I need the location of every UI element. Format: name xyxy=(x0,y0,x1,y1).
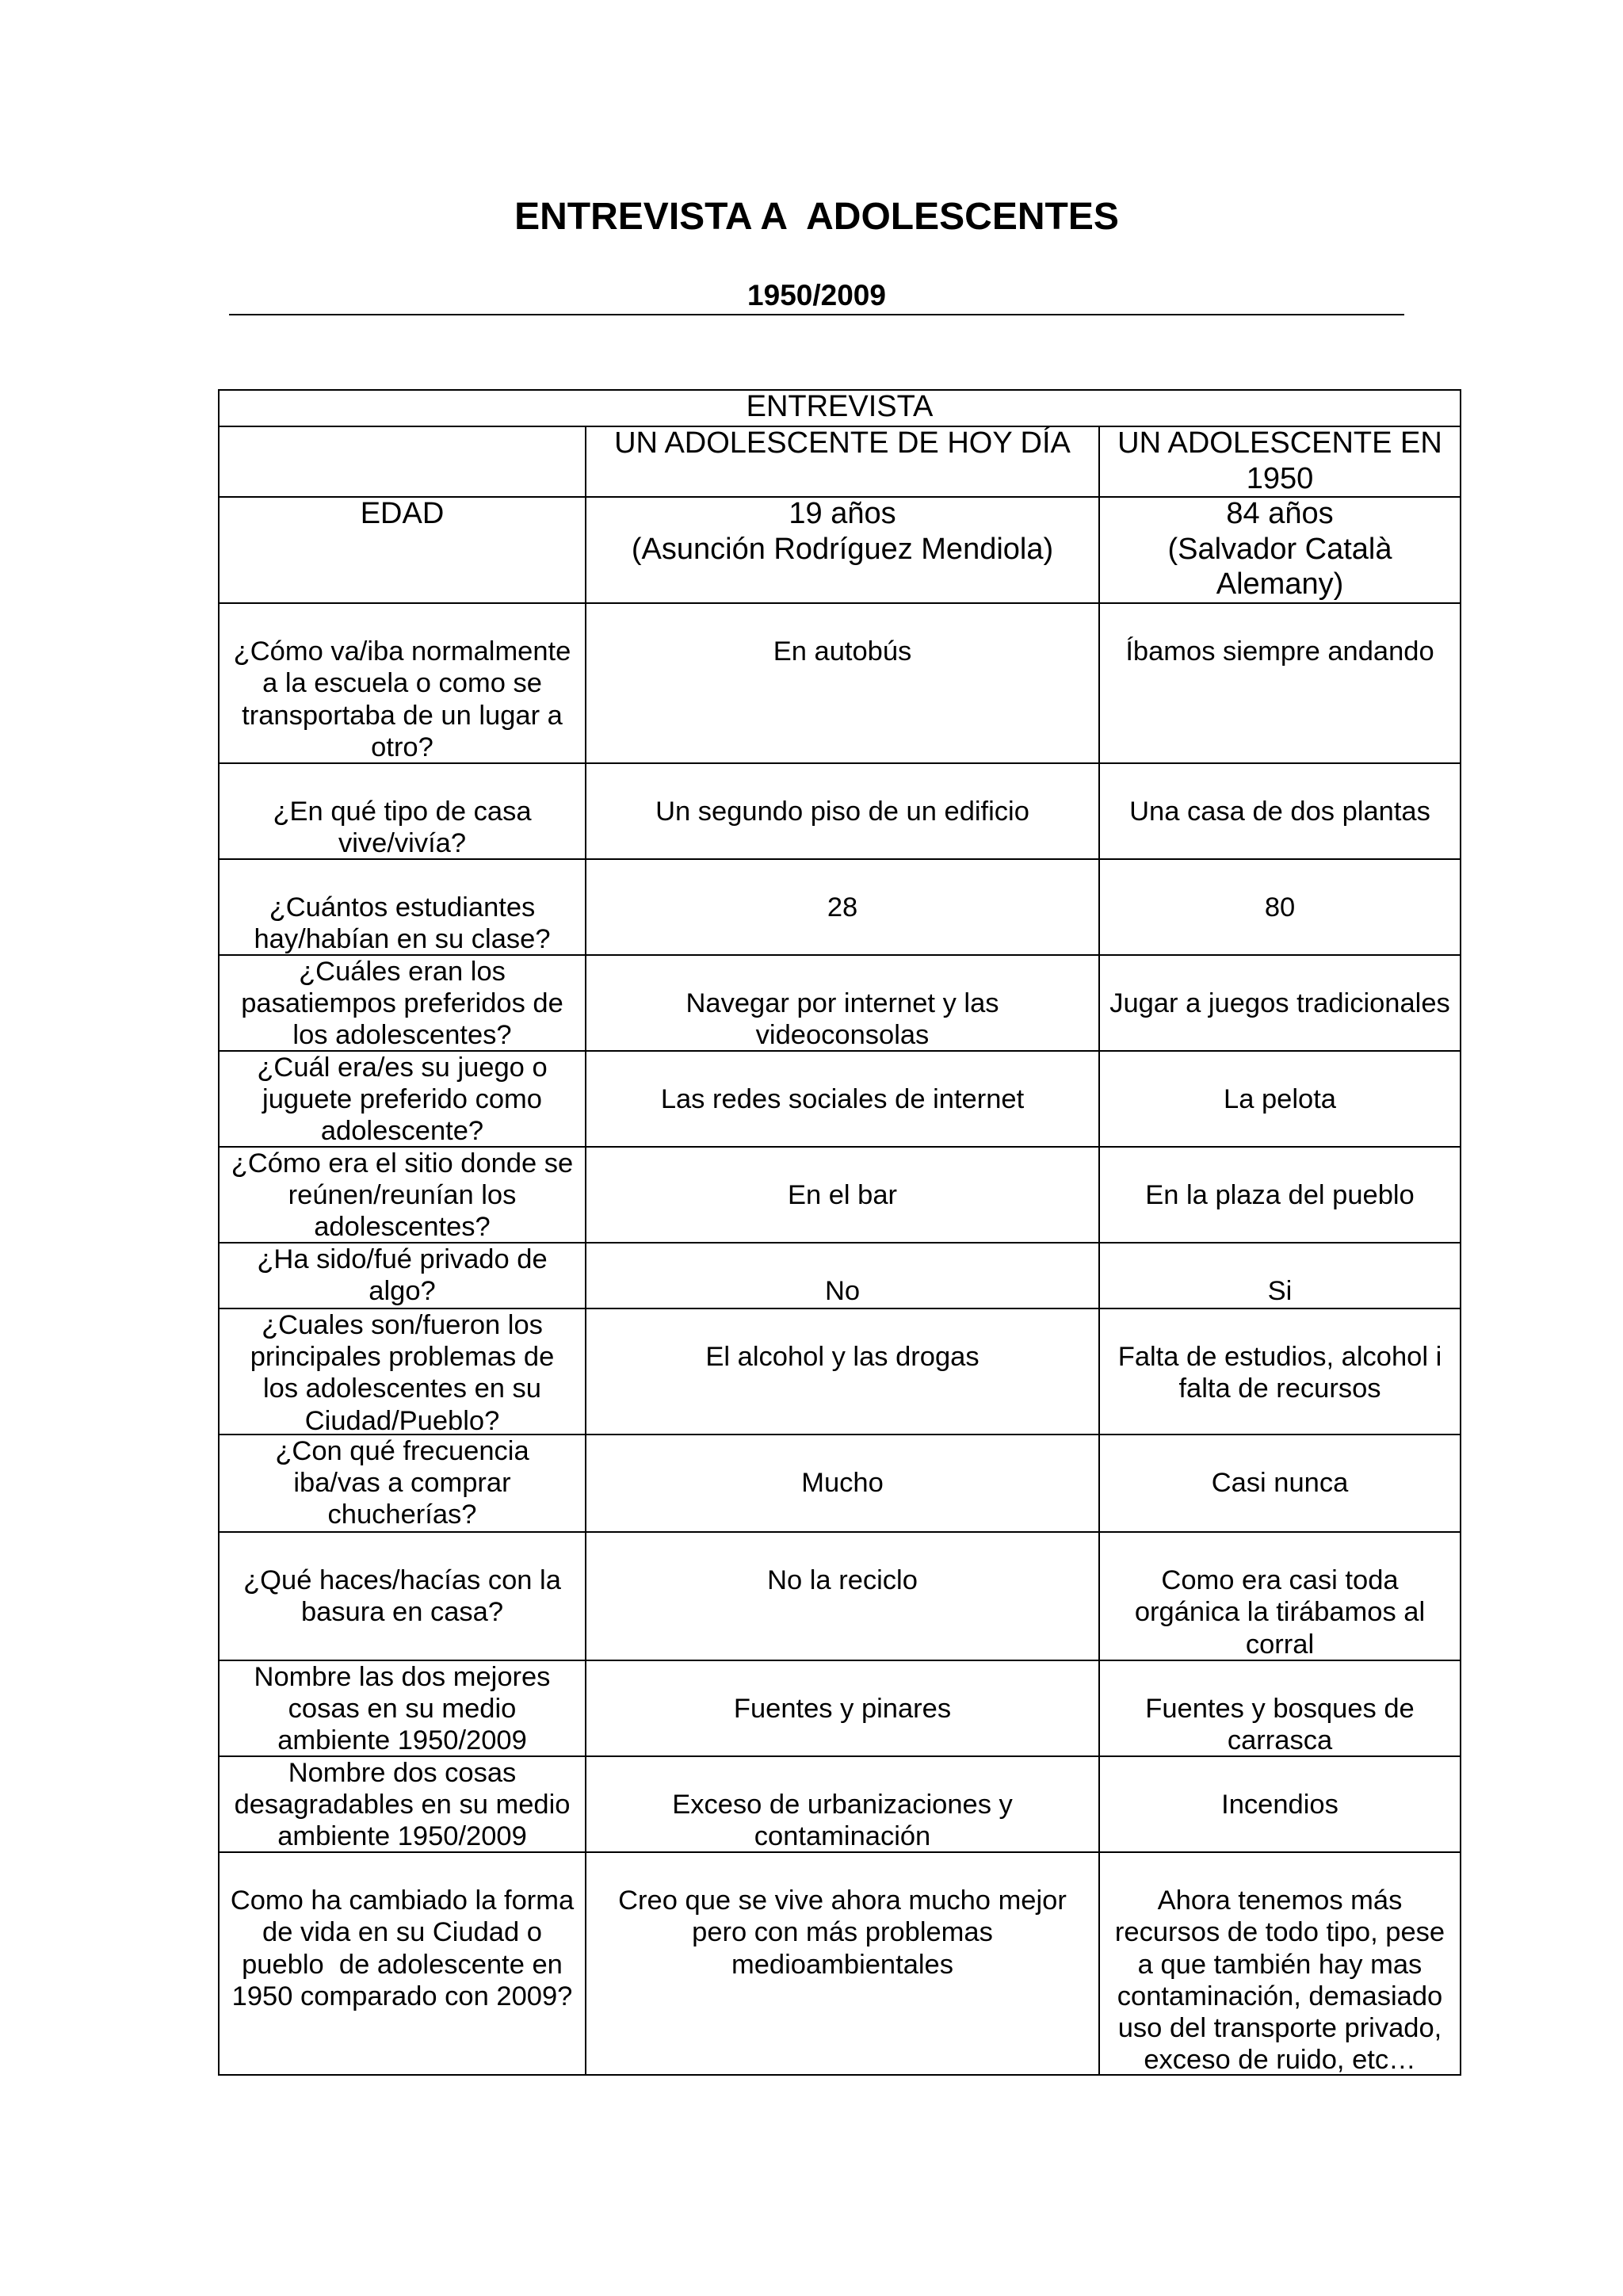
age-row xyxy=(219,497,1461,603)
answer-today-text: 28 xyxy=(827,892,858,923)
answer-today-cell xyxy=(585,1242,1100,1309)
question-text: ¿Cuántos estudiantes hay/habían en su clase? xyxy=(254,892,551,955)
question-cell xyxy=(218,1851,586,2076)
answer-today-text: Fuentes y pinares xyxy=(733,1694,952,1725)
question-text: ¿En qué tipo de casa vive/vivía? xyxy=(273,797,532,859)
answer-1950-cell xyxy=(1098,1755,1461,1853)
answer-today-cell xyxy=(585,1434,1100,1533)
answer-1950-text: Ahora tenemos más recursos de todo tipo, pese a que también hay mas contaminación, demasiado uso del transporte privado, exceso de ruido, etc… xyxy=(1114,1885,1445,2076)
question-text: ¿Cuál era/es su juego o juguete preferido como adolescente? xyxy=(257,1052,548,1147)
answer-1950-text: Como era casi toda orgánica la tirábamos al corral xyxy=(1134,1565,1426,1660)
answer-1950-text: Una casa de dos plantas xyxy=(1129,797,1430,827)
header-today-label: UN ADOLESCENTE DE HOY DÍA xyxy=(614,426,1071,460)
question-text: ¿Cómo era el sitio donde se reúnen/reunían los adolescentes? xyxy=(231,1148,574,1243)
answer-today-cell xyxy=(585,1146,1100,1244)
answer-1950-cell xyxy=(1098,1531,1461,1661)
answer-today-cell xyxy=(585,954,1100,1052)
question-cell xyxy=(218,1242,586,1309)
answer-today-cell xyxy=(585,1660,1100,1757)
header-empty-cell xyxy=(218,426,586,498)
question-cell xyxy=(218,1531,586,1661)
age-1950-text: 84 años (Salvador Català Alemany) xyxy=(1167,497,1392,602)
answer-1950-cell xyxy=(1098,602,1461,764)
question-text: ¿Qué haces/hacías con la basura en casa? xyxy=(243,1565,561,1628)
question-text: ¿Ha sido/fué privado de algo? xyxy=(257,1244,548,1307)
question-cell xyxy=(218,762,586,860)
question-text: Nombre dos cosas desagradables en su medio ambiente 1950/2009 xyxy=(234,1758,571,1852)
table-row xyxy=(219,1852,1461,2075)
answer-today-cell xyxy=(585,1050,1100,1148)
answer-1950-cell xyxy=(1098,1050,1461,1148)
answer-today-cell xyxy=(585,1308,1100,1435)
answer-today-cell xyxy=(585,1851,1100,2076)
table-row xyxy=(219,1308,1461,1435)
answer-today-text: Exceso de urbanizaciones y contaminación xyxy=(672,1790,1013,1852)
age-today-text: 19 años (Asunción Rodríguez Mendiola) xyxy=(631,497,1054,566)
answer-1950-cell xyxy=(1098,762,1461,860)
answer-today-text: Mucho xyxy=(801,1468,884,1499)
age-today-cell xyxy=(585,496,1100,604)
answer-1950-cell xyxy=(1098,1242,1461,1309)
answer-1950-text: Si xyxy=(1267,1276,1293,1307)
question-text: ¿Cómo va/iba normalmente a la escuela o como se transportaba de un lugar a otro? xyxy=(233,636,571,762)
answer-today-text: El alcohol y las drogas xyxy=(705,1342,980,1373)
answer-today-text: Navegar por internet y las videoconsolas xyxy=(685,988,999,1051)
age-label-cell xyxy=(218,496,586,604)
header-1950-cell xyxy=(1098,426,1461,498)
answer-today-cell xyxy=(585,1755,1100,1853)
question-text: ¿Cuales son/fueron los principales problemas de los adolescentes en su Ciudad/Pueblo? xyxy=(250,1310,555,1436)
question-cell xyxy=(218,1050,586,1148)
answer-today-text: En el bar xyxy=(787,1180,898,1211)
table-caption: ENTREVISTA xyxy=(746,390,934,423)
age-label: EDAD xyxy=(360,497,445,530)
title-rule xyxy=(229,314,1404,315)
question-cell xyxy=(218,1660,586,1757)
answer-today-text: Creo que se vive ahora mucho mejor pero con más problemas medioambientales xyxy=(618,1885,1067,1980)
answer-1950-cell xyxy=(1098,954,1461,1052)
answer-1950-cell xyxy=(1098,1434,1461,1533)
document-title: ENTREVISTA A ADOLESCENTES xyxy=(514,196,1119,238)
question-cell xyxy=(218,1755,586,1853)
answer-1950-text: Íbamos siempre andando xyxy=(1125,636,1434,667)
table-row xyxy=(219,1435,1461,1532)
document-subtitle: 1950/2009 xyxy=(747,279,886,311)
answer-today-text: En autobús xyxy=(773,636,912,667)
interview-table xyxy=(219,390,1461,2075)
table-row xyxy=(219,1660,1461,1756)
table-row xyxy=(219,1243,1461,1308)
question-text: Nombre las dos mejores cosas en su medio ambiente 1950/2009 xyxy=(254,1662,551,1756)
table-row xyxy=(219,1532,1461,1660)
table-header-row xyxy=(219,426,1461,497)
table-row xyxy=(219,1051,1461,1147)
answer-1950-text: Falta de estudios, alcohol i falta de recursos xyxy=(1117,1342,1442,1404)
answer-today-cell xyxy=(585,762,1100,860)
answer-today-cell xyxy=(585,858,1100,956)
question-cell xyxy=(218,1434,586,1533)
question-cell xyxy=(218,954,586,1052)
table-row xyxy=(219,603,1461,763)
answer-1950-text: Fuentes y bosques de carrasca xyxy=(1145,1694,1415,1756)
answer-1950-text: Casi nunca xyxy=(1211,1468,1349,1499)
answer-1950-cell xyxy=(1098,1851,1461,2076)
answer-today-text: No xyxy=(824,1276,861,1307)
answer-1950-cell xyxy=(1098,1308,1461,1435)
question-cell xyxy=(218,602,586,764)
table-row xyxy=(219,859,1461,955)
header-1950-label: UN ADOLESCENTE EN 1950 xyxy=(1117,426,1442,495)
table-caption-cell xyxy=(218,389,1461,427)
answer-1950-text: En la plaza del pueblo xyxy=(1145,1180,1415,1211)
answer-1950-text: Incendios xyxy=(1221,1790,1338,1820)
question-text: ¿Cuáles eran los pasatiempos preferidos de los adolescentes? xyxy=(241,957,563,1051)
answer-1950-cell xyxy=(1098,1146,1461,1244)
answer-1950-text: La pelota xyxy=(1224,1084,1336,1115)
answer-today-text: Un segundo piso de un edificio xyxy=(655,797,1029,827)
answer-1950-text: 80 xyxy=(1264,892,1296,923)
question-text: ¿Con qué frecuencia iba/vas a comprar chucherías? xyxy=(275,1436,529,1530)
answer-today-text: Las redes sociales de internet xyxy=(660,1084,1025,1115)
answer-today-text: No la reciclo xyxy=(767,1565,918,1596)
question-cell xyxy=(218,858,586,956)
table-caption-row xyxy=(219,390,1461,426)
answer-1950-cell xyxy=(1098,858,1461,956)
answer-1950-cell xyxy=(1098,1660,1461,1757)
answer-1950-text: Jugar a juegos tradicionales xyxy=(1109,988,1450,1019)
age-1950-cell xyxy=(1098,496,1461,604)
question-text: Como ha cambiado la forma de vida en su Ciudad o pueblo de adolescente en 1950 comparado con 2009? xyxy=(230,1885,575,2011)
header-today-cell xyxy=(585,426,1100,498)
question-cell xyxy=(218,1146,586,1244)
table-row xyxy=(219,1147,1461,1243)
answer-today-cell xyxy=(585,1531,1100,1661)
table-row xyxy=(219,1756,1461,1852)
answer-today-cell xyxy=(585,602,1100,764)
table-row xyxy=(219,955,1461,1051)
table-row xyxy=(219,763,1461,859)
question-cell xyxy=(218,1308,586,1435)
